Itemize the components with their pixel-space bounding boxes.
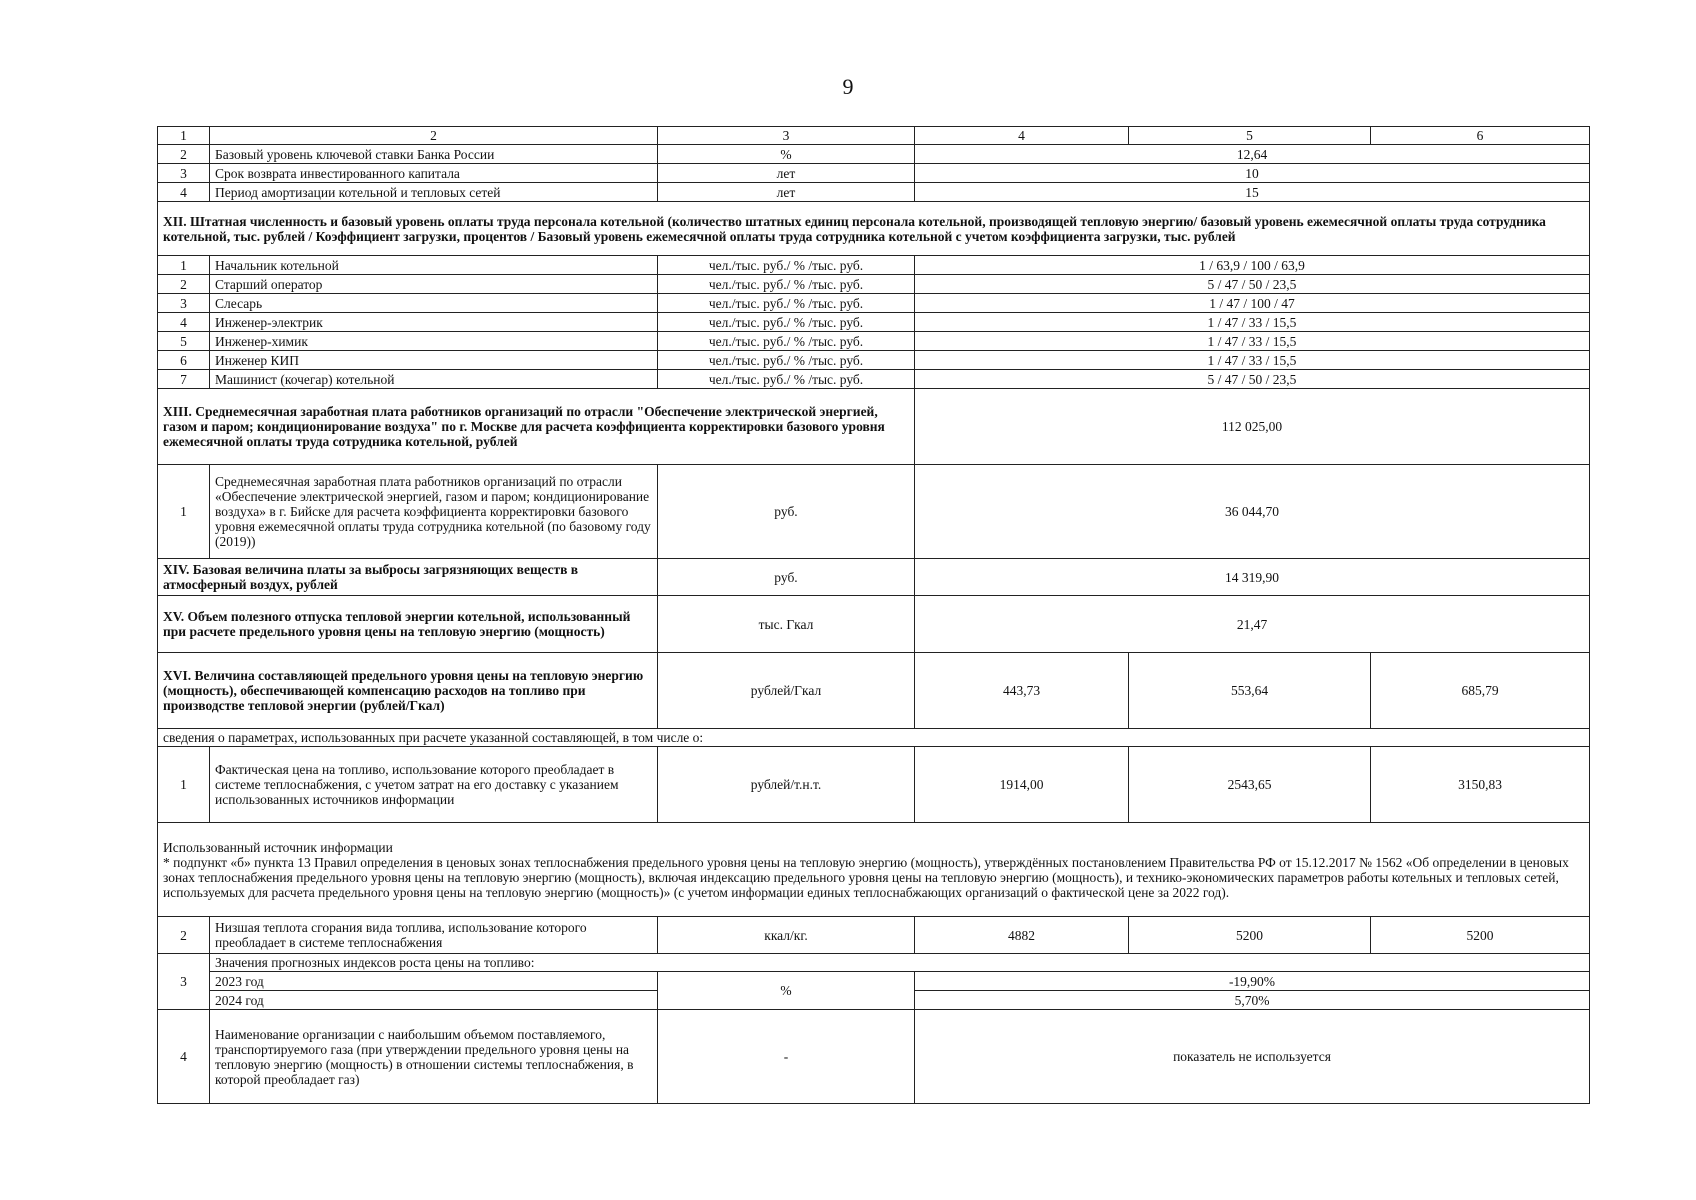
row-unit: чел./тыс. руб./ % /тыс. руб. [658,275,915,294]
row-number: 3 [158,954,210,1010]
forecast-row [158,972,1590,991]
row-name: Период амортизации котельной и тепловых сетей [210,183,658,202]
value-col-6: 685,79 [1371,653,1590,729]
header-row [158,127,1590,145]
forecast-value: 5,70% [915,991,1590,1010]
header-cell: 2 [210,127,658,145]
row-value: 10 [915,164,1590,183]
header-cell: 1 [158,127,210,145]
row-number: 2 [158,275,210,294]
tariff-table [157,126,1590,1104]
source-title: Использованный источник информации [163,839,393,855]
row-name: Слесарь [210,294,658,313]
section-title: XIV. Базовая величина платы за выбросы загрязняющих веществ в атмосферный воздух, рублей [158,559,658,596]
value-col-4: 1914,00 [915,747,1129,823]
row-unit: руб. [658,559,915,596]
row-unit: % [658,972,915,1010]
row-number: 4 [158,183,210,202]
section-title: XV. Объем полезного отпуска тепловой энергии котельной, использованный при расчете предельного уровня цены на тепловую энергию (мощность) [158,596,658,653]
table-row [158,332,1590,351]
row-value: 1 / 47 / 33 / 15,5 [915,313,1590,332]
row-name: Срок возврата инвестированного капитала [210,164,658,183]
row-name: Среднемесячная заработная плата работников организаций по отрасли «Обеспечение электрической энергией, газом и паром; кондиционирование воздуха» в г. Бийске для расчета коэффициента корректировки базового уровня ежемесячной оплаты труда сотрудника котельной (по базовому году (2019)) [210,465,658,559]
section-16-row [158,653,1590,729]
forecast-value: -19,90% [915,972,1590,991]
row-value: 5 / 47 / 50 / 23,5 [915,370,1590,389]
row-unit: % [658,145,915,164]
row-value: 12,64 [915,145,1590,164]
row-name: Начальник котельной [210,256,658,275]
table-row [158,313,1590,332]
row-number: 1 [158,256,210,275]
header-cell: 5 [1129,127,1371,145]
table-row [158,294,1590,313]
value-col-4: 443,73 [915,653,1129,729]
row-name: Инженер КИП [210,351,658,370]
row-value: 15 [915,183,1590,202]
source-info [158,823,1590,917]
section-12-title-row [158,202,1590,256]
row-name: Базовый уровень ключевой ставки Банка России [210,145,658,164]
page-number: 9 [842,74,854,99]
section-title: XVI. Величина составляющей предельного уровня цены на тепловую энергию (мощность), обеспечивающей компенсацию расходов на топливо при производстве тепловой энергии (рублей/Гкал) [158,653,658,729]
section-13-title-row [158,389,1590,465]
row-name: Инженер-химик [210,332,658,351]
source-text: * подпункт «б» пункта 13 Правил определения в ценовых зонах теплоснабжения предельного уровня цены на тепловую энергию (мощность), утверждённых постановлением Правительства РФ от 15.12.2017 № 1562 «Об определении в ценовых зонах теплоснабжения предельного уровня цены на тепловую энергию (мощность), включая индексацию предельного уровня цены на тепловую энергию (мощность), и технико-экономических параметров работы котельных и тепловых сетей, используемых для расчета предельного уровня цены на тепловую энергию (мощность)» (с учетом информации единых теплоснабжающих организаций о фактической цене за 2022 год). [163,854,1569,900]
row-value: 14 319,90 [915,559,1590,596]
row-value: 5 / 47 / 50 / 23,5 [915,275,1590,294]
row-unit: лет [658,164,915,183]
row-value: 1 / 47 / 33 / 15,5 [915,351,1590,370]
row-name: Наименование организации с наибольшим объемом поставляемого, транспортируемого газа (при утверждении предельного уровня цены на тепловую энергию (мощность) в отношении системы теплоснабжения, в которой преобладает газ) [210,1010,658,1104]
value-col-4: 4882 [915,917,1129,954]
forecast-year: 2023 год [210,972,658,991]
row-number: 6 [158,351,210,370]
row-value: 1 / 63,9 / 100 / 63,9 [915,256,1590,275]
row-unit: тыс. Гкал [658,596,915,653]
table-row [158,145,1590,164]
row-value: показатель не используется [915,1010,1590,1104]
row-number: 1 [158,747,210,823]
table-row [158,351,1590,370]
table-row [158,256,1590,275]
table-row [158,275,1590,294]
row-number: 3 [158,164,210,183]
row-number: 7 [158,370,210,389]
params-note: сведения о параметрах, использованных при расчете указанной составляющей, в том числе о: [158,729,1590,747]
table-row [158,1010,1590,1104]
forecast-title: Значения прогнозных индексов роста цены на топливо: [210,954,1590,972]
section-title: XIII. Среднемесячная заработная плата работников организаций по отрасли "Обеспечение электрической энергией, газом и паром; кондиционирование воздуха" по г. Москве для расчета коэффициента корректировки базового уровня ежемесячной оплаты труда сотрудника котельной, рублей [158,389,915,465]
row-unit: - [658,1010,915,1104]
row-value: 36 044,70 [915,465,1590,559]
table-row [158,747,1590,823]
row-unit: чел./тыс. руб./ % /тыс. руб. [658,313,915,332]
header-cell: 6 [1371,127,1590,145]
table-row [158,465,1590,559]
section-15-row [158,596,1590,653]
row-number: 3 [158,294,210,313]
section-value: 112 025,00 [915,389,1590,465]
row-value: 1 / 47 / 33 / 15,5 [915,332,1590,351]
section-14-row [158,559,1590,596]
row-number: 2 [158,145,210,164]
row-number: 1 [158,465,210,559]
row-name: Старший оператор [210,275,658,294]
table-row [158,917,1590,954]
row-number: 4 [158,1010,210,1104]
row-number: 4 [158,313,210,332]
row-name: Инженер-электрик [210,313,658,332]
row-unit: руб. [658,465,915,559]
row-unit: чел./тыс. руб./ % /тыс. руб. [658,351,915,370]
row-unit: лет [658,183,915,202]
row-unit: чел./тыс. руб./ % /тыс. руб. [658,256,915,275]
row-unit: рублей/т.н.т. [658,747,915,823]
value-col-6: 3150,83 [1371,747,1590,823]
table-row [158,183,1590,202]
row-unit: чел./тыс. руб./ % /тыс. руб. [658,370,915,389]
row-number: 5 [158,332,210,351]
table-row [158,164,1590,183]
row-unit: рублей/Гкал [658,653,915,729]
section-title: XII. Штатная численность и базовый уровень оплаты труда персонала котельной (количество штатных единиц персонала котельной, производящей тепловую энергию/ базовый уровень ежемесячной оплаты труда сотрудника котельной, тыс. рублей / Коэффициент загрузки, процентов / Базовый уровень ежемесячной оплаты труда сотрудника котельной с учетом коэффициента загрузки, тыс. рублей [158,202,1590,256]
row-unit: чел./тыс. руб./ % /тыс. руб. [658,294,915,313]
row-value: 1 / 47 / 100 / 47 [915,294,1590,313]
row-number: 2 [158,917,210,954]
row-value: 21,47 [915,596,1590,653]
row-name: Фактическая цена на топливо, использование которого преобладает в системе теплоснабжения, с учетом затрат на его доставку с указанием использованных источников информации [210,747,658,823]
row-name: Низшая теплота сгорания вида топлива, использование которого преобладает в системе теплоснабжения [210,917,658,954]
forecast-title-row [158,954,1590,972]
value-col-5: 553,64 [1129,653,1371,729]
row-name: Машинист (кочегар) котельной [210,370,658,389]
table-row [158,370,1590,389]
header-cell: 3 [658,127,915,145]
source-row [158,823,1590,917]
row-unit: ккал/кг. [658,917,915,954]
forecast-year: 2024 год [210,991,658,1010]
header-cell: 4 [915,127,1129,145]
value-col-6: 5200 [1371,917,1590,954]
value-col-5: 5200 [1129,917,1371,954]
params-note-row [158,729,1590,747]
value-col-5: 2543,65 [1129,747,1371,823]
row-unit: чел./тыс. руб./ % /тыс. руб. [658,332,915,351]
